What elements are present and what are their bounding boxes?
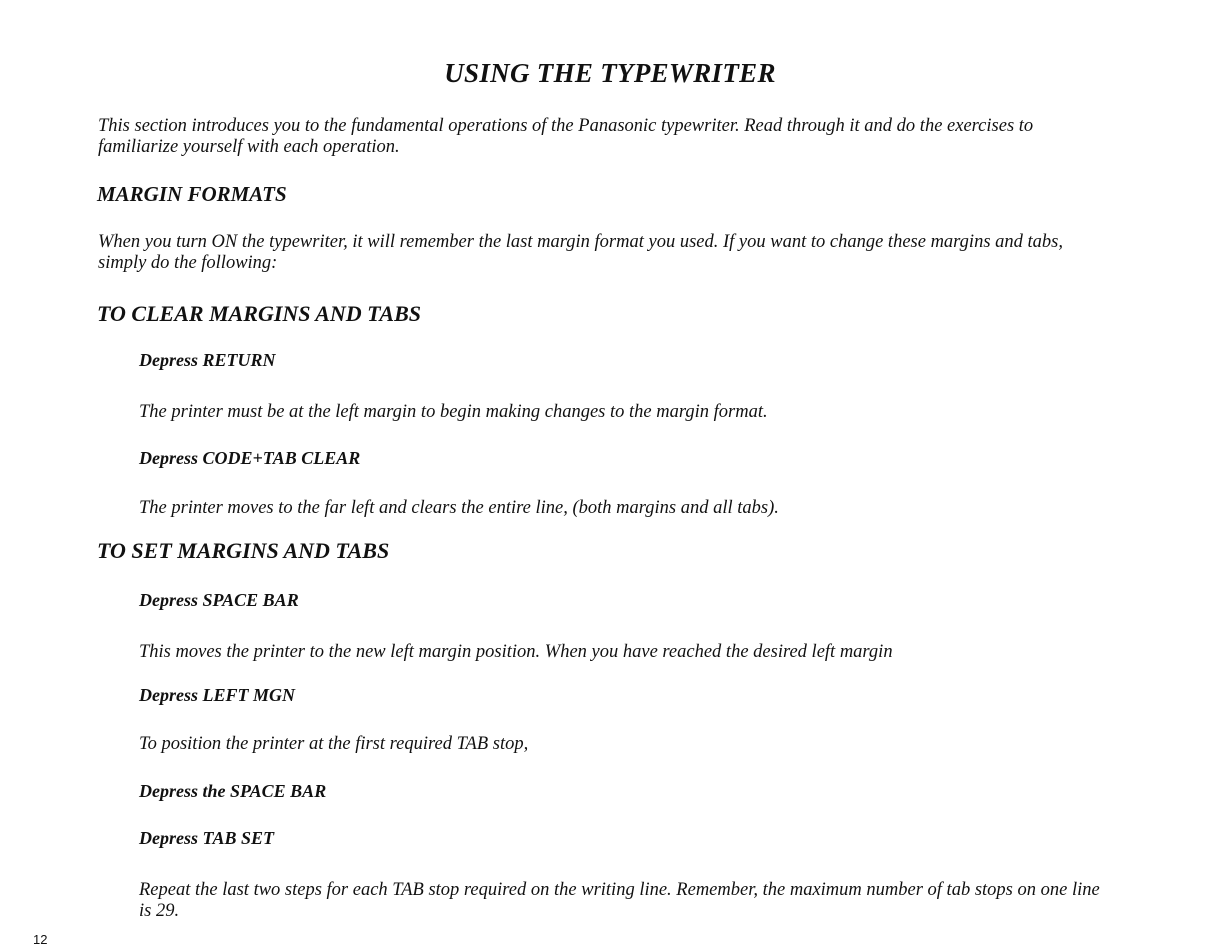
step-code-tab-clear: Depress CODE+TAB CLEAR: [139, 448, 361, 468]
step-depress-return: Depress RETURN: [139, 350, 276, 370]
clear-margins-heading: TO CLEAR MARGINS AND TABS: [97, 301, 421, 326]
step-return-detail: The printer must be at the left margin to begin making changes to the margin format.: [139, 402, 768, 422]
step-code-tab-clear-detail: The printer moves to the far left and clears the entire line, (both margins and all tabs).: [139, 498, 779, 518]
margin-formats-paragraph: When you turn ON the typewriter, it will remember the last margin format you used. If you want to change these margins and tabs, simply do the following:: [98, 232, 1063, 273]
step-tab-set-detail: Repeat the last two steps for each TAB stop required on the writing line. Remember, the maximum number of tab stops on one line is 29.: [139, 880, 1100, 921]
page-title: USING THE TYPEWRITER: [444, 58, 776, 88]
intro-paragraph: This section introduces you to the fundamental operations of the Panasonic typewriter. Read through it and do the exercises to familiarize yourself with each operation.: [98, 116, 1034, 157]
step-space-bar-detail: This moves the printer to the new left margin position. When you have reached the desired left margin: [139, 642, 893, 662]
step-the-space-bar: Depress the SPACE BAR: [139, 781, 327, 801]
step-left-mgn: Depress LEFT MGN: [139, 685, 295, 705]
step-tab-set: Depress TAB SET: [139, 828, 275, 848]
set-margins-heading: TO SET MARGINS AND TABS: [97, 538, 390, 563]
page-number: 12: [33, 932, 48, 947]
step-left-mgn-detail: To position the printer at the first required TAB stop,: [139, 734, 529, 754]
margin-formats-heading: MARGIN FORMATS: [97, 182, 287, 206]
step-space-bar: Depress SPACE BAR: [139, 590, 299, 610]
